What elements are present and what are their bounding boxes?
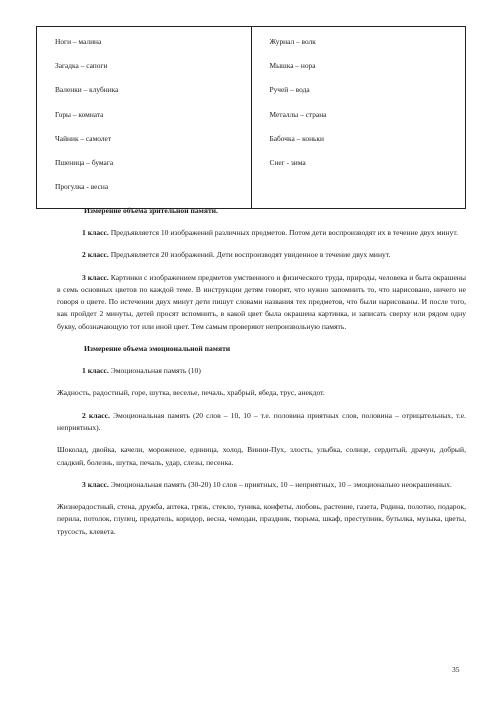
grade-label: 1 класс. <box>82 366 109 376</box>
word-pair: Чайник – самолет <box>55 133 112 143</box>
grade-label: 2 класс. <box>82 250 109 260</box>
grade-label: 1 класс. <box>82 228 109 237</box>
grade-label: 2 класс. <box>82 410 110 420</box>
word-pair: Металлы – страна <box>269 109 327 119</box>
paragraph <box>57 365 466 377</box>
word-pair: Ручей – вода <box>269 85 310 95</box>
paragraph-text: Предъявляется 20 изображений. Дети воспроизводят увиденное в течение двух минут. <box>110 250 391 260</box>
word-pair: Снег - зима <box>269 157 306 167</box>
paragraph-text: Эмоциональная память (20 слов – 10, 10 – т.е. половина приятных слов, половина – отрицательных, т.е. неприятных). <box>57 410 466 432</box>
word-pair: Журнал – волк <box>269 37 316 46</box>
paragraph <box>57 249 466 261</box>
word-pair: Загадка – сапоги <box>55 61 108 71</box>
grade-label: 3 класс. <box>82 272 109 282</box>
grade-label: 3 класс. <box>82 479 109 489</box>
paragraph-text: Жадность, радостный, горе, шутка, веселье, печаль, храбрый, ябеда, трус, анекдот. <box>57 388 325 398</box>
word-pair: Валенки – клубника <box>55 85 119 95</box>
paragraph <box>57 272 466 333</box>
word-pair: Бабочка – коньки <box>269 133 324 143</box>
paragraph-text: Эмоциональная память (30-20) 10 слов – приятных, 10 – неприятных, 10 – эмоционально неокрашенных. <box>110 479 452 489</box>
paragraph-text: Эмоциональная память (10) <box>110 366 201 376</box>
paragraph <box>57 227 466 239</box>
word-pair: Ноги – малина <box>55 37 102 46</box>
word-pair: Мышка – нора <box>269 61 316 71</box>
section-heading: Измерение объема эмоциональной памяти <box>84 344 231 354</box>
document-body <box>57 205 466 548</box>
word-pairs-left-column <box>37 27 252 209</box>
paragraph <box>57 410 466 435</box>
page-number: 35 <box>452 665 460 674</box>
section-heading: Измерение объема зрительной памяти. <box>84 206 218 215</box>
paragraph <box>57 387 466 399</box>
paragraph-text: Картинки с изображением предметов умственного и физического труда, природы, человека и быта окрашены в семь основных цветов по каждой теме. В инструкции детям говорят, что нужно запомнить то, что нарисовано, ничего не говоря о цвете. По истечении двух минут дети пишут словами названия тех предметов, что были нарисованы. И после того, как пройдет 2 минуты, детей просят вспомнить, в какой цвет была окрашена картинка, и записать сверху или рядом одну букву, обозначающую тот или иной цвет. Тем самым проверяют непроизвольную память. <box>57 272 466 331</box>
paragraph <box>57 501 466 538</box>
paragraph-text: Шоколад, двойка, качели, мороженое, единица, холод, Винни-Пух, злость, улыбка, солнце, сердитый, драчун, добрый, сладкий, болезнь, шутка, печаль, удар, слезы, песенка. <box>57 445 466 467</box>
paragraph <box>57 479 466 491</box>
word-pair: Пшеница – бумага <box>55 157 114 167</box>
paragraph-text: Жизнерадостный, стена, дружба, аптека, грязь, стекло, туника, конфеты, любовь, растение, газета, Родина, полотно, подарок, перила, потолок, глупец, предатель, коридор, весна, чемодан, праздник, тюрьма, шкаф, преступник, бутылка, музыка, цветы, трусость, клевета. <box>57 502 466 536</box>
paragraph-text: Предъявляется 10 изображений различных предметов. Потом дети воспроизводят их в течение двух минут. <box>110 228 458 237</box>
word-pair: Горы – комната <box>55 109 104 119</box>
word-pair: Прогулка - весна <box>55 182 109 192</box>
word-pairs-right-column <box>251 27 466 209</box>
word-pairs-table <box>36 26 466 209</box>
paragraph <box>57 444 466 469</box>
